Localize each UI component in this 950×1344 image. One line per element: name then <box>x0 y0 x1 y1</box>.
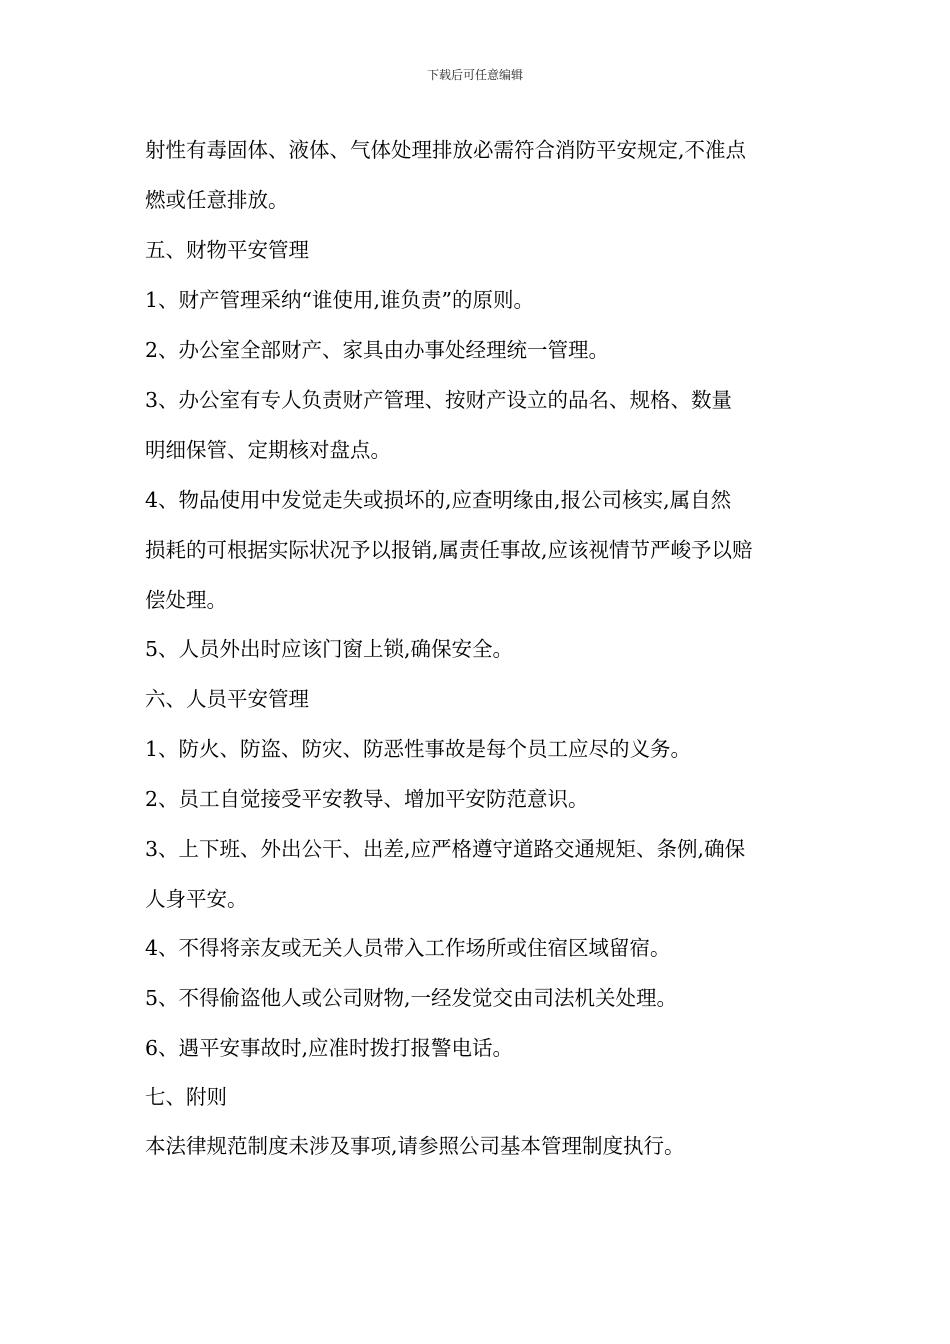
paragraph-line: 5、人员外出时应该门窗上锁,确保安全。 <box>145 637 514 661</box>
paragraph-line: 损耗的可根据实际状况予以报销,属责任事故,应该视情节严峻予以赔 <box>145 538 753 562</box>
paragraph-line: 2、办公室全部财产、家具由办事处经理统一管理。 <box>145 338 610 362</box>
section-heading: 五、财物平安管理 <box>145 238 309 262</box>
paragraph-line: 4、物品使用中发觉走失或损坏的,应查明缘由,报公司核实,属自然 <box>145 488 732 512</box>
section-heading: 六、人员平安管理 <box>145 687 309 711</box>
paragraph-line: 4、不得将亲友或无关人员带入工作场所或住宿区域留宿。 <box>145 936 671 960</box>
paragraph-line: 本法律规范制度未涉及事项,请参照公司基本管理制度执行。 <box>145 1134 685 1158</box>
paragraph-line: 2、员工自觉接受平安教导、增加平安防范意识。 <box>145 787 589 811</box>
paragraph-line: 5、不得偷盗他人或公司财物,一经发觉交由司法机关处理。 <box>145 986 678 1010</box>
paragraph-line: 偿处理。 <box>145 588 227 612</box>
paragraph-line: 人身平安。 <box>145 887 248 911</box>
paragraph-line: 燃或任意排放。 <box>145 188 289 212</box>
paragraph-line: 明细保管、定期核对盘点。 <box>145 438 391 462</box>
paragraph-line: 1、财产管理采纳“谁使用,谁负责”的原则。 <box>145 288 535 312</box>
page-header: 下载后可任意编辑 <box>426 68 523 82</box>
paragraph-line: 6、遇平安事故时,应准时拨打报警电话。 <box>145 1036 514 1060</box>
paragraph-line: 射性有毒固体、液体、气体处理排放必需符合消防平安规定,不准点 <box>145 138 747 162</box>
paragraph-line: 3、办公室有专人负责财产管理、按财产设立的品名、规格、数量 <box>145 388 733 412</box>
paragraph-line: 1、防火、防盗、防灾、防恶性事故是每个员工应尽的义务。 <box>145 737 692 761</box>
paragraph-line: 3、上下班、外出公干、出差,应严格遵守道路交通规矩、条例,确保 <box>145 837 746 861</box>
section-heading: 七、附则 <box>145 1085 227 1109</box>
